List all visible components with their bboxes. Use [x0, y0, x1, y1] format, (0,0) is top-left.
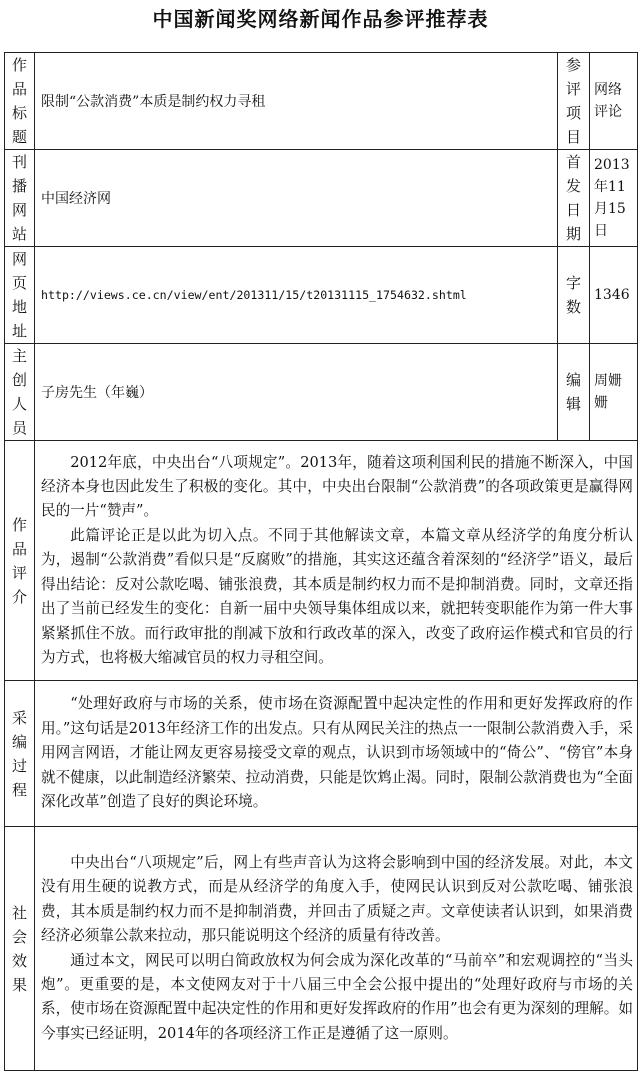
- label-word-count: 字 数: [558, 247, 590, 344]
- value-evaluation: [35, 441, 638, 681]
- label-editing-process: 采 编 过 程: [5, 681, 35, 827]
- row-editing-process: [5, 681, 638, 827]
- label-url: 网 页 地 址: [5, 247, 35, 344]
- value-social-effect: [35, 827, 638, 1071]
- row-url: [5, 247, 638, 344]
- label-creator: 主 创 人 员: [5, 344, 35, 441]
- row-social-effect: [5, 827, 638, 1071]
- row-creator: [5, 344, 638, 441]
- editing-process-paragraph: “处理好政府与市场的关系，使市场在资源配置中起决定性的作用和更好发挥政府的作用。”这句话是2013年经济工作的出发点。只有从网民关注的热点一一限制公款消费入手，采用网言网语，才能让网友更容易接受文章的观点，认识到市场领域中的“倚公”、“傍官”本身就不健康，以此制造经济繁荣、拉动消费，只能是饮鸩止渴。同时，限制公款消费也为“全面深化改革”创造了良好的舆论环境。: [41, 695, 633, 811]
- value-editing-process: [35, 681, 638, 827]
- social-effect-paragraph: 中央出台“八项规定”后，网上有些声音认为这将会影响到中国的经济发展。对此，本文没有用生硬的说教方式，而是从经济学的角度入手，使网民认识到反对公款吃喝、铺张浪费，其本质是制约权力而不是抑制消费，并回击了质疑之声。文章使读者认识到，如果消费经济必须靠公款来拉动，那只能说明这个经济的质量有待改善。: [41, 853, 633, 945]
- value-creator: 子房先生（年巍）: [35, 344, 558, 441]
- value-word-count: 1346: [590, 247, 638, 344]
- evaluation-paragraph: 2012年底，中央出台“八项规定”。2013年，随着这项利国利民的措施不断深入，中国经济本身也因此发生了积极的变化。其中，中央出台限制“公款消费”的各项政策更是赢得网民的一片“赞声”。: [41, 453, 633, 520]
- value-editor: 周姗 姗: [590, 344, 638, 441]
- evaluation-paragraph: 此篇评论正是以此为切入点。不同于其他解读文章，本篇文章从经济学的角度分析认为，遏制“公款消费”看似只是“反腐败”的措施，其实这还蕴含着深刻的“经济学”语义，最后得出结论：反对公款吃喝、铺张浪费，其本质是制约权力而不是抑制消费。同时，文章还指出了当前已经发生的变化：自新一届中央领导集体组成以来，就把转变职能作为第一件大事紧紧抓住不放。而行政审批的削减下放和行政改革的深入，改变了政府运作模式和官员的行为方式，也将极大缩减官员的权力寻租空间。: [41, 526, 633, 666]
- value-site: 中国经济网: [35, 150, 558, 247]
- row-evaluation: [5, 441, 638, 681]
- row-site: [5, 150, 638, 247]
- recommendation-form-table: [4, 52, 638, 1071]
- label-first-pub: 首 发 日 期: [558, 150, 590, 247]
- row-work-title: [5, 53, 638, 150]
- value-first-pub: 2013 年11 月15 日: [590, 150, 638, 247]
- label-social-effect: 社 会 效 果: [5, 827, 35, 1071]
- label-work-title: 作 品 标 题: [5, 53, 35, 150]
- label-site: 刊 播 网 站: [5, 150, 35, 247]
- page-title: 中国新闻奖网络新闻作品参评推荐表: [152, 7, 489, 31]
- value-url: http://views.ce.cn/view/ent/201311/15/t20131115_1754632.shtml: [35, 247, 558, 344]
- social-effect-paragraph: 通过本文，网民可以明白简政放权为何会成为深化改革的“马前卒”和宏观调控的“当头炮”。更重要的是，本文使网友对于十八届三中全会公报中提出的“处理好政府与市场的关系，使市场在资源配置中起决定性的作用和更好发挥政府的作用”也会有更为深刻的理解。如今事实已经证明，2014年的各项经济工作正是遵循了这一原则。: [41, 951, 633, 1042]
- label-editor: 编 辑: [558, 344, 590, 441]
- value-work-title: 限制“公款消费”本质是制约权力寻租: [35, 53, 558, 150]
- label-evaluation: 作 品 评 介: [5, 441, 35, 681]
- label-category: 参 评 项 目: [558, 53, 590, 150]
- value-category: 网络 评论: [590, 53, 638, 150]
